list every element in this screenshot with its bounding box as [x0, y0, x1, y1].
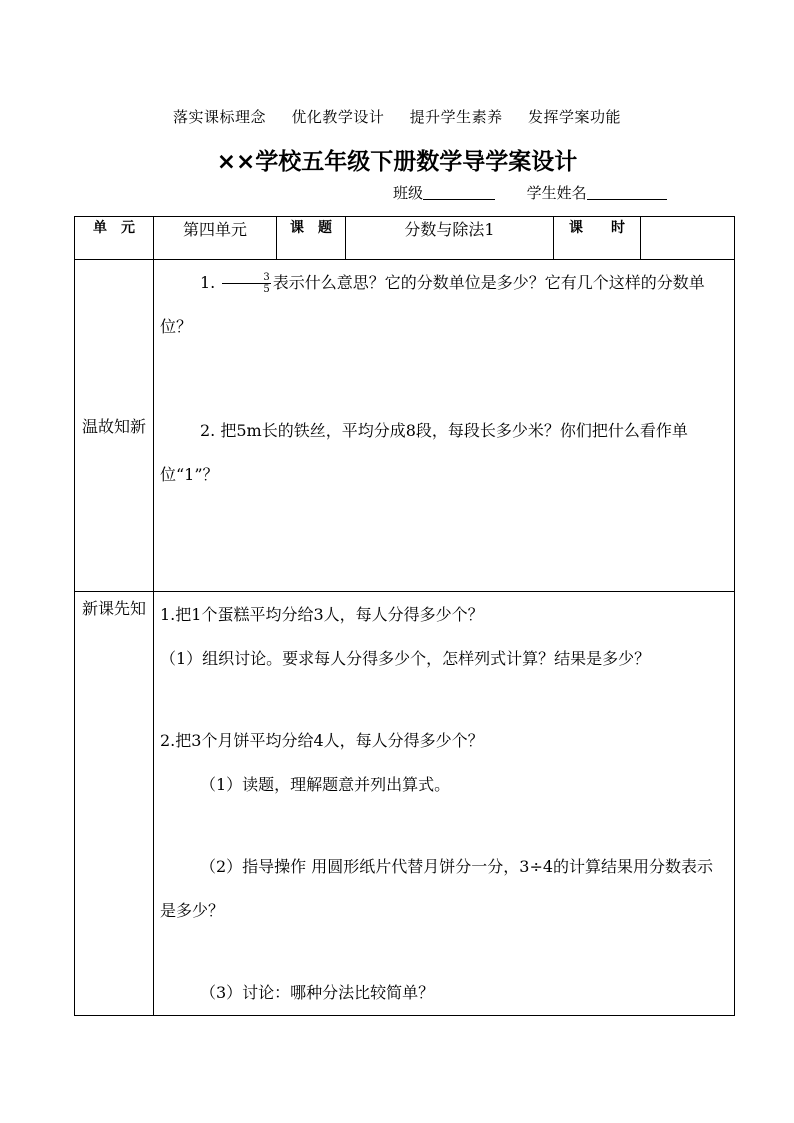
name-label: 学生姓名 [526, 184, 587, 202]
new-item-2-sub3: （3）讨论：哪种分法比较简单？ [200, 983, 435, 1002]
class-field[interactable] [423, 185, 495, 200]
student-info [393, 182, 667, 203]
slogan-line [0, 106, 794, 127]
period-label: 课 时 [554, 217, 641, 260]
review-row [75, 260, 735, 592]
slogan-1: 落实课标理念 [173, 108, 267, 126]
slogan-3: 提升学生素养 [409, 108, 503, 126]
slogan-2: 优化教学设计 [291, 108, 385, 126]
new-lesson-row [75, 592, 735, 1016]
lesson-table [74, 216, 735, 1016]
new-item-2-sub1: （1）读题，理解题意并列出算式。 [200, 775, 451, 794]
unit-value: 第四单元 [154, 217, 277, 260]
page-title: ××学校五年级下册数学导学案设计 [216, 149, 578, 175]
class-label: 班级 [393, 184, 424, 202]
topic-value: 分数与除法1 [346, 217, 554, 260]
name-field[interactable] [587, 185, 667, 200]
review-label: 温故知新 [75, 260, 154, 592]
new-item-2: 2.把3个月饼平均分给4人，每人分得多少个？ [160, 731, 484, 750]
topic-label: 课 题 [277, 217, 346, 260]
new-item-1-sub: （1）组织讨论。要求每人分得多少个，怎样列式计算？结果是多少？ [160, 649, 651, 668]
new-lesson-label: 新课先知 [75, 592, 154, 1016]
unit-label: 单 元 [75, 217, 154, 260]
fraction-three-fifths: $\frac{3}{5}$ [222, 272, 270, 295]
new-item-1: 1.把1个蛋糕平均分给3人，每人分得多少个？ [160, 605, 484, 624]
review-question-1: 1. $\frac{3}{5}$ 表示什么意思？它的分数单位是多少？它有几个这样的分数单位？ [160, 272, 705, 336]
slogan-4: 发挥学案功能 [527, 108, 621, 126]
new-item-2-sub2: （2）指导操作 用圆形纸片代替月饼分一分，3÷4的计算结果用分数表示是多少？ [160, 857, 714, 920]
review-question-2: 2. 把5m长的铁丝，平均分成8段，每段长多少米？你们把什么看作单位“1”？ [160, 421, 688, 484]
review-content [154, 260, 735, 592]
header-row [75, 217, 735, 260]
period-value [641, 217, 735, 260]
new-lesson-content [154, 592, 735, 1016]
